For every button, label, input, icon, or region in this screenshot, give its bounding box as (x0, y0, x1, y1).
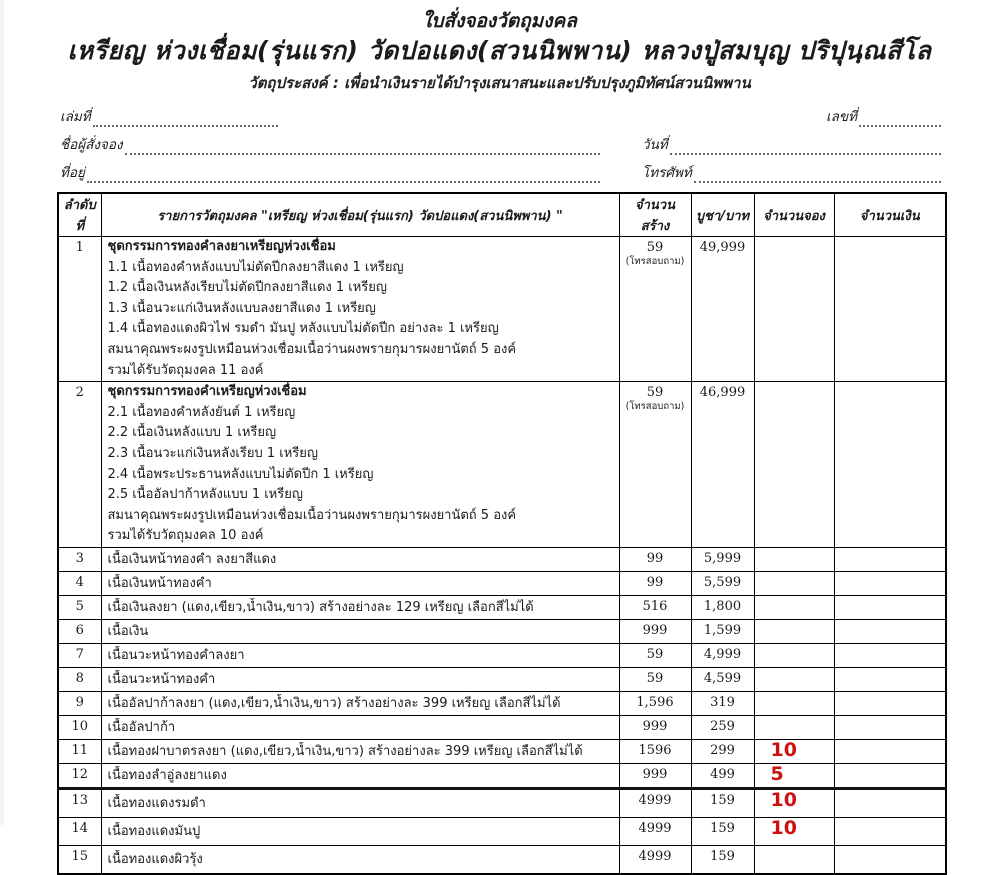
item-description-cell (101, 667, 619, 691)
price-cell: 1,599 (691, 619, 754, 643)
price-cell: 159 (691, 817, 754, 845)
table-row (58, 571, 946, 595)
amount-cell (834, 382, 946, 548)
address-field (60, 161, 600, 183)
col-header-price: บูชา/บาท (691, 193, 754, 237)
quantity-made-cell: 99 (619, 547, 691, 571)
quantity-ordered-cell (754, 571, 834, 595)
item-description-cell (101, 691, 619, 715)
orderer-name-label: ชื่อผู้สั่งจอง (60, 137, 123, 153)
table-row (58, 817, 946, 845)
row-index-cell: 15 (58, 845, 101, 874)
table-row (58, 715, 946, 739)
item-line: 1.3 เนื้อนวะแก่เงินหลังแบบลงยาสีแดง 1 เหรียญ (107, 300, 376, 316)
item-line: 2.2 เนื้อเงินหลังแบบ 1 เหรียญ (107, 425, 277, 441)
row-index-cell: 14 (58, 817, 101, 845)
amount-cell (834, 788, 946, 817)
quantity-made-cell: 59 (โทรสอบถาม) (619, 382, 691, 548)
phone-blank (694, 167, 941, 183)
amount-cell (834, 643, 946, 667)
col-header-index: ลำดับที่ (58, 193, 101, 237)
table-row (58, 547, 946, 571)
row-index-cell: 2 (58, 382, 101, 548)
col-header-item: รายการวัตถุมงคล "เหรียญ ห่วงเชื่อม(รุ่นแรก) วัดปอแดง(สวนนิพพาน) " (101, 193, 619, 237)
phone-label: โทรศัพท์ (642, 165, 692, 181)
amount-cell (834, 715, 946, 739)
amount-cell (834, 691, 946, 715)
orderer-name-blank (125, 139, 600, 155)
quantity-ordered-cell (754, 619, 834, 643)
item-line: ชุดกรรมการทองคำเหรียญห่วงเชื่อม (107, 384, 307, 400)
quantity-ordered-cell (754, 237, 834, 382)
quantity-made-cell: 516 (619, 595, 691, 619)
quantity-ordered-cell (754, 595, 834, 619)
item-description-cell (101, 595, 619, 619)
table-row (58, 739, 946, 763)
quantity-ordered-cell (754, 643, 834, 667)
price-cell: 499 (691, 763, 754, 788)
table-row (58, 382, 946, 548)
quantity-made-cell: 59 (619, 667, 691, 691)
item-line: ชุดกรรมการทองคำลงยาเหรียญห่วงเชื่อม (107, 239, 336, 254)
row-index-cell: 7 (58, 643, 101, 667)
address-blank (87, 167, 600, 183)
date-field (642, 133, 941, 155)
item-line: 1.2 เนื้อเงินหลังเรียบไม่ตัดปีกลงยาสีแดง 1 เหรียญ (107, 280, 387, 296)
item-line: เนื้อเงิน (107, 623, 149, 639)
item-description-cell (101, 571, 619, 595)
item-line: เนื้อทองแดงมันปู (107, 823, 201, 839)
quantity-made-cell: 999 (619, 763, 691, 788)
item-description-cell (101, 643, 619, 667)
row-index-cell: 11 (58, 739, 101, 763)
item-description-cell (101, 739, 619, 763)
item-line: เนื้ออัลปาก้าลงยา (แดง,เขียว,น้ำเงิน,ขาว) สร้างอย่างละ 399 เหรียญ เลือกสีไม่ได้ (107, 695, 561, 711)
item-line: 2.1 เนื้อทองคำหลังยันต์ 1 เหรียญ (107, 404, 296, 420)
row-index-cell: 13 (58, 788, 101, 817)
quantity-ordered-cell (754, 382, 834, 548)
price-cell: 159 (691, 845, 754, 874)
quantity-ordered-cell: 5 (754, 763, 834, 788)
quantity-ordered-cell (754, 845, 834, 874)
book-no-field (60, 105, 600, 127)
price-cell: 46,999 (691, 382, 754, 548)
quantity-ordered-cell (754, 667, 834, 691)
amount-cell (834, 845, 946, 874)
item-line: สมนาคุณพระผงรูปเหมือนห่วงเชื่อมเนื้อว่านผงพรายกุมารผงยานัตถ์ 5 องค์ (107, 507, 517, 523)
quantity-made-cell: 4999 (619, 788, 691, 817)
quantity-ordered-cell (754, 547, 834, 571)
quantity-made-cell: 999 (619, 715, 691, 739)
doc-no-field (642, 105, 941, 127)
quantity-ordered-cell (754, 691, 834, 715)
row-index-cell: 8 (58, 667, 101, 691)
price-cell: 259 (691, 715, 754, 739)
amount-cell (834, 817, 946, 845)
quantity-made-cell: 59 (619, 643, 691, 667)
row-index-cell: 5 (58, 595, 101, 619)
table-row (58, 237, 946, 382)
orderer-name-field (60, 133, 600, 155)
item-line: สมนาคุณพระผงรูปเหมือนห่วงเชื่อมเนื้อว่านผงพรายกุมารผงยานัตถ์ 5 องค์ (107, 341, 517, 357)
quantity-ordered-cell (754, 715, 834, 739)
quantity-ordered-cell: 10 (754, 788, 834, 817)
item-description-cell (101, 547, 619, 571)
item-line: เนื้อทองแดงรมดำ (107, 795, 206, 811)
order-table (57, 192, 947, 875)
price-cell: 159 (691, 788, 754, 817)
amount-cell (834, 667, 946, 691)
table-row (58, 845, 946, 874)
price-cell: 4,999 (691, 643, 754, 667)
page-title: ใบสั่งจองวัตถุมงคล (422, 10, 577, 32)
item-line: 2.3 เนื้อนวะแก่เงินหลังเรียบ 1 เหรียญ (107, 445, 318, 461)
item-line: 1.4 เนื้อทองแดงผิวไฟ รมดำ มันปู หลังแบบไม่ตัดปีก อย่างละ 1 เหรียญ (107, 321, 499, 337)
price-cell: 4,599 (691, 667, 754, 691)
row-index-cell: 3 (58, 547, 101, 571)
scan-edge-left (0, 0, 4, 825)
form-row-book-doc (60, 108, 941, 127)
item-description-cell (101, 788, 619, 817)
row-index-cell: 9 (58, 691, 101, 715)
amount-cell (834, 595, 946, 619)
table-row (58, 619, 946, 643)
doc-no-label: เลขที่ (825, 109, 857, 125)
row-index-cell: 4 (58, 571, 101, 595)
quantity-made-cell: 99 (619, 571, 691, 595)
item-line: เนื้อทองลำอู่ลงยาแดง (107, 767, 227, 783)
quantity-made-cell: 4999 (619, 817, 691, 845)
call-to-ask-note: (โทรสอบถาม) (625, 256, 685, 267)
amount-cell (834, 739, 946, 763)
book-no-blank (93, 111, 278, 127)
address-label: ที่อยู่ (60, 165, 85, 181)
item-line: เนื้อเงินหน้าทองคำ ลงยาสีแดง (107, 551, 277, 567)
amount-cell (834, 571, 946, 595)
page-subtitle: เหรียญ ห่วงเชื่อม(รุ่นแรก) วัดปอแดง(สวนนิพพาน) หลวงปู่สมบุญ ปริปุนฺณสีโล (67, 36, 932, 65)
item-description-cell (101, 237, 619, 382)
item-line: 1.1 เนื้อทองคำหลังแบบไม่ตัดปีกลงยาสีแดง 1 เหรียญ (107, 259, 404, 275)
document-header (0, 0, 999, 94)
date-label: วันที่ (642, 137, 668, 153)
order-table-body (58, 237, 946, 874)
price-cell: 1,800 (691, 595, 754, 619)
table-row (58, 763, 946, 788)
order-table-header (58, 193, 946, 237)
doc-no-blank (859, 111, 941, 127)
item-line: รวมได้รับวัตถุมงคล 10 องค์ (107, 528, 264, 544)
item-line: เนื้ออัลปาก้า (107, 719, 176, 735)
price-cell: 319 (691, 691, 754, 715)
col-header-amount: จำนวนเงิน (834, 193, 946, 237)
order-info-form (60, 108, 941, 192)
book-no-label: เล่มที่ (60, 109, 91, 125)
table-row (58, 788, 946, 817)
quantity-ordered-cell: 10 (754, 739, 834, 763)
item-description-cell (101, 715, 619, 739)
price-cell: 5,599 (691, 571, 754, 595)
col-header-ordered: จำนวนจอง (754, 193, 834, 237)
amount-cell (834, 763, 946, 788)
item-description-cell (101, 763, 619, 788)
page-purpose: วัตถุประสงค์ : เพื่อนำเงินรายได้บำรุงเสนาสนะและปรับปรุงภูมิทัศน์สวนนิพพาน (248, 74, 751, 92)
item-line: เนื้อนวะหน้าทองคำ (107, 671, 216, 687)
col-header-made: จำนวนสร้าง (619, 193, 691, 237)
item-line: เนื้อทองฝาบาตรลงยา (แดง,เขียว,น้ำเงิน,ขาว) สร้างอย่างละ 399 เหรียญ เลือกสีไม่ได้ (107, 743, 583, 759)
phone-field (642, 161, 941, 183)
quantity-made-cell: 1596 (619, 739, 691, 763)
item-description-cell (101, 382, 619, 548)
item-line: เนื้อเงินหน้าทองคำ (107, 575, 212, 591)
call-to-ask-note: (โทรสอบถาม) (625, 401, 685, 413)
item-description-cell (101, 619, 619, 643)
item-line: 2.5 เนื้ออัลปาก้าหลังแบบ 1 เหรียญ (107, 487, 303, 503)
quantity-made-cell: 4999 (619, 845, 691, 874)
quantity-made-cell: 1,596 (619, 691, 691, 715)
date-blank (670, 139, 941, 155)
item-line: เนื้อเงินลงยา (แดง,เขียว,น้ำเงิน,ขาว) สร้างอย่างละ 129 เหรียญ เลือกสีไม่ได้ (107, 599, 534, 615)
row-index-cell: 6 (58, 619, 101, 643)
item-line: เนื้อทองแดงผิวรุ้ง (107, 851, 203, 867)
price-cell: 49,999 (691, 237, 754, 382)
item-line: รวมได้รับวัตถุมงคล 11 องค์ (107, 362, 264, 378)
item-description-cell (101, 845, 619, 874)
quantity-made-cell: 999 (619, 619, 691, 643)
table-row (58, 595, 946, 619)
form-row-address-phone (60, 164, 941, 183)
form-row-name-date (60, 136, 941, 155)
price-cell: 5,999 (691, 547, 754, 571)
quantity-made-cell: 59 (โทรสอบถาม) (619, 237, 691, 382)
amount-cell (834, 237, 946, 382)
quantity-ordered-cell: 10 (754, 817, 834, 845)
item-description-cell (101, 817, 619, 845)
item-line: 2.4 เนื้อพระประธานหลังแบบไม่ตัดปีก 1 เหรียญ (107, 466, 374, 482)
table-row (58, 643, 946, 667)
row-index-cell: 1 (58, 237, 101, 382)
price-cell: 299 (691, 739, 754, 763)
table-row (58, 667, 946, 691)
amount-cell (834, 619, 946, 643)
table-row (58, 691, 946, 715)
amount-cell (834, 547, 946, 571)
item-line: เนื้อนวะหน้าทองคำลงยา (107, 647, 245, 663)
row-index-cell: 12 (58, 763, 101, 788)
row-index-cell: 10 (58, 715, 101, 739)
